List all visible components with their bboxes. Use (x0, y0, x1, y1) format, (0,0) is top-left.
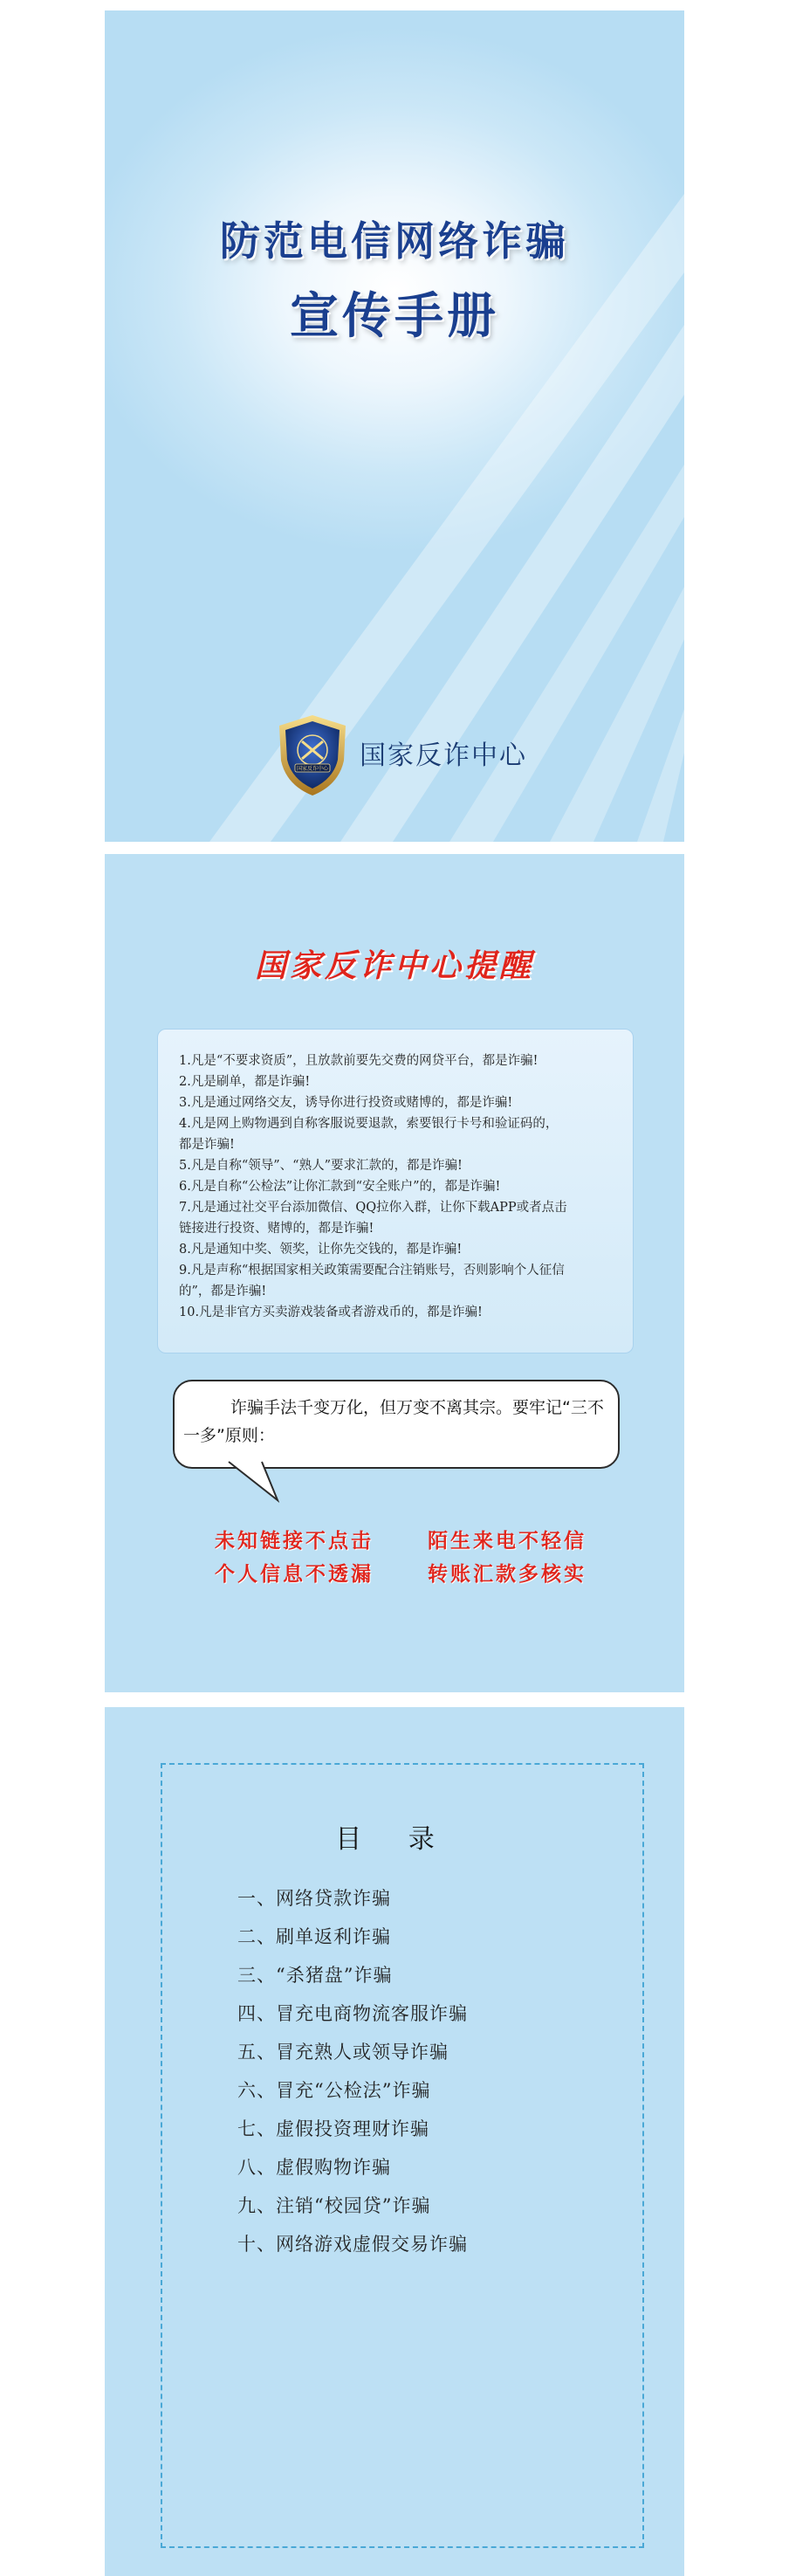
bubble-text: 诈骗手法千变万化，但万变不离其宗。要牢记“三不一多”原则： (183, 1398, 604, 1445)
rule-item: 3.凡是通过网络交友，诱导你进行投资或赌博的，都是诈骗! (179, 1096, 513, 1110)
cover-title-line1: 防范电信网络诈骗 (220, 217, 569, 265)
cover-title-line2: 宣传手册 (290, 288, 499, 345)
toc-item[interactable]: 二、刷单返利诈骗 (237, 1926, 391, 1947)
badge-label: 国家反诈中心 (296, 766, 329, 772)
principle-4: 转账汇款多核实 (428, 1563, 587, 1586)
rule-item: 8.凡是通知中奖、领奖，让你先交钱的，都是诈骗! (179, 1243, 463, 1257)
rule-item: 1.凡是“不要求资质”，且放款前要先交费的网贷平台，都是诈骗! (179, 1054, 539, 1068)
diagonal-stripes (105, 10, 684, 842)
toc-item[interactable]: 七、虚假投资理财诈骗 (237, 2118, 429, 2139)
rule-item: 10.凡是非官方买卖游戏装备或者游戏币的，都是诈骗! (179, 1305, 483, 1319)
rule-item: 7.凡是通过社交平台添加微信、QQ拉你入群，让你下载APP或者点击 (179, 1201, 567, 1215)
toc-item[interactable]: 五、冒充熟人或领导诈骗 (237, 2042, 449, 2063)
rules-box (157, 1029, 634, 1353)
police-shield-icon (276, 713, 349, 797)
rule-item: 2.凡是刷单，都是诈骗! (179, 1075, 311, 1089)
toc-item[interactable]: 九、注销“校园贷”诈骗 (237, 2195, 431, 2216)
toc-item[interactable]: 一、网络贷款诈骗 (237, 1888, 391, 1909)
principle-1: 未知链接不点击 (215, 1530, 374, 1553)
rule-item: 的”，都是诈骗! (179, 1285, 267, 1298)
toc-page (105, 1707, 684, 2576)
principle-2: 陌生来电不轻信 (428, 1530, 587, 1553)
rule-item: 链接进行投资、赌博的，都是诈骗! (179, 1222, 374, 1236)
bubble-tail (227, 1460, 279, 1504)
rule-item: 4.凡是网上购物遇到自称客服说要退款，索要银行卡号和验证码的， (179, 1117, 559, 1131)
cover-page (105, 10, 684, 842)
speech-bubble-icon (173, 1380, 620, 1469)
principle-3: 个人信息不透漏 (215, 1563, 374, 1586)
toc-item[interactable]: 三、“杀猪盘”诈骗 (237, 1965, 393, 1986)
reminder-title: 国家反诈中心提醒 (254, 947, 534, 984)
reminder-page (105, 854, 684, 1692)
toc-item[interactable]: 十、网络游戏虚假交易诈骗 (237, 2234, 468, 2255)
toc-item[interactable]: 六、冒充“公检法”诈骗 (237, 2080, 431, 2101)
toc-item[interactable]: 四、冒充电商物流客服诈骗 (237, 2003, 468, 2024)
toc-list (237, 1879, 468, 2263)
rule-item: 9.凡是声称“根据国家相关政策需要配合注销账号，否则影响个人征信 (179, 1264, 565, 1278)
toc-title: 目 录 (335, 1824, 454, 1855)
rules-list (158, 1030, 633, 1323)
org-name: 国家反诈中心 (360, 740, 527, 771)
toc-item[interactable]: 八、虚假购物诈骗 (237, 2157, 391, 2178)
rule-item: 都是诈骗! (179, 1138, 235, 1152)
rule-item: 5.凡是自称“领导”、“熟人”要求汇款的，都是诈骗! (179, 1159, 463, 1173)
rule-item: 6.凡是自称“公检法”让你汇款到“安全账户”的，都是诈骗! (179, 1180, 501, 1194)
